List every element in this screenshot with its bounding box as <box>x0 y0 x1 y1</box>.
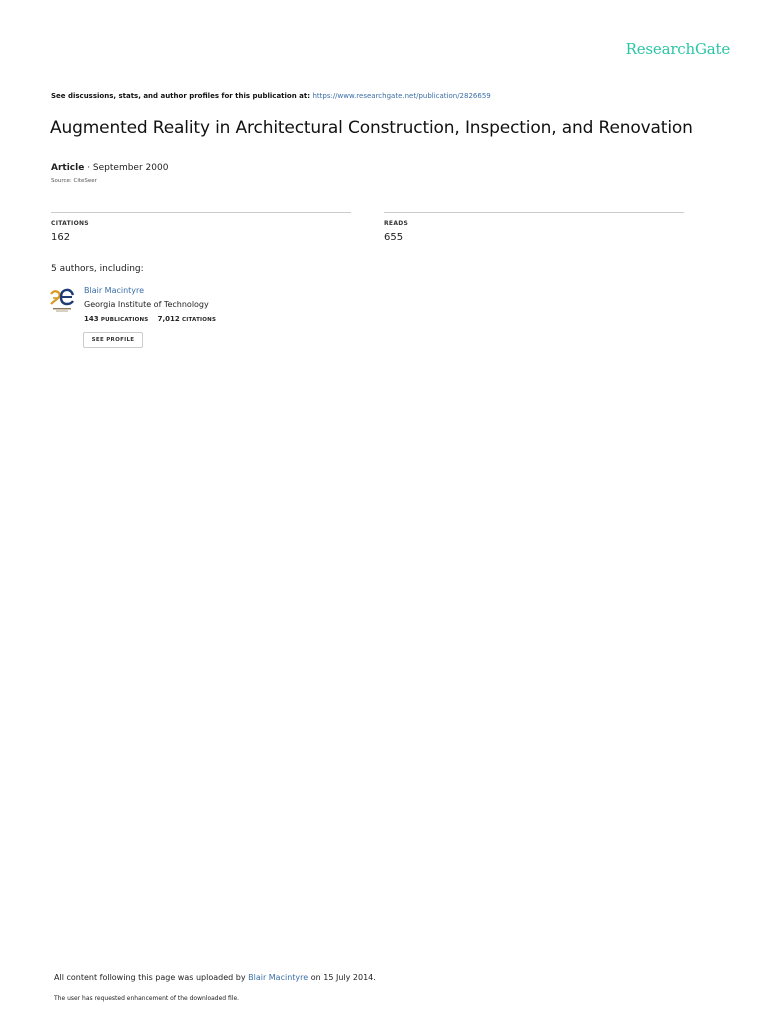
citations-value: 162 <box>51 232 71 243</box>
divider-citations <box>51 212 351 213</box>
discussion-line <box>51 92 491 100</box>
uploader-link[interactable]: Blair Macintyre <box>248 973 309 982</box>
enhancement-note: The user has requested enhancement of the downloaded file. <box>54 995 240 1002</box>
upload-suffix: on 15 July 2014. <box>310 973 376 982</box>
see-profile-button[interactable]: SEE PROFILE <box>83 332 143 348</box>
upload-notice <box>54 973 376 982</box>
author-citations-label: CITATIONS <box>182 317 217 323</box>
institution-logo-icon <box>49 285 75 313</box>
publications-label: PUBLICATIONS <box>100 317 149 323</box>
divider-reads <box>384 212 684 213</box>
article-source: Source: CiteSeer <box>51 178 97 184</box>
article-date: September 2000 <box>92 163 169 173</box>
upload-prefix: All content following this page was uploaded by <box>54 973 246 982</box>
article-type: Article <box>51 163 85 173</box>
researchgate-logo[interactable]: ResearchGate <box>625 40 730 58</box>
discussion-text: See discussions, stats, and author profiles for this publication at: <box>51 92 311 100</box>
citations-label: CITATIONS <box>51 220 89 227</box>
reads-value: 655 <box>384 232 404 243</box>
publication-link[interactable]: https://www.researchgate.net/publication/2826659 <box>312 92 491 100</box>
meta-separator: · <box>84 163 93 173</box>
reads-label: READS <box>384 220 409 227</box>
article-meta <box>51 163 168 173</box>
author-affiliation: Georgia Institute of Technology <box>84 300 209 309</box>
author-citations-count: 7,012 <box>157 315 180 323</box>
author-name-link[interactable]: Blair Macintyre <box>84 286 145 295</box>
authors-heading: 5 authors, including: <box>51 264 144 274</box>
author-stats <box>84 315 223 323</box>
page-title: Augmented Reality in Architectural Construction, Inspection, and Renovation <box>50 118 693 138</box>
publications-count: 143 <box>84 315 99 323</box>
